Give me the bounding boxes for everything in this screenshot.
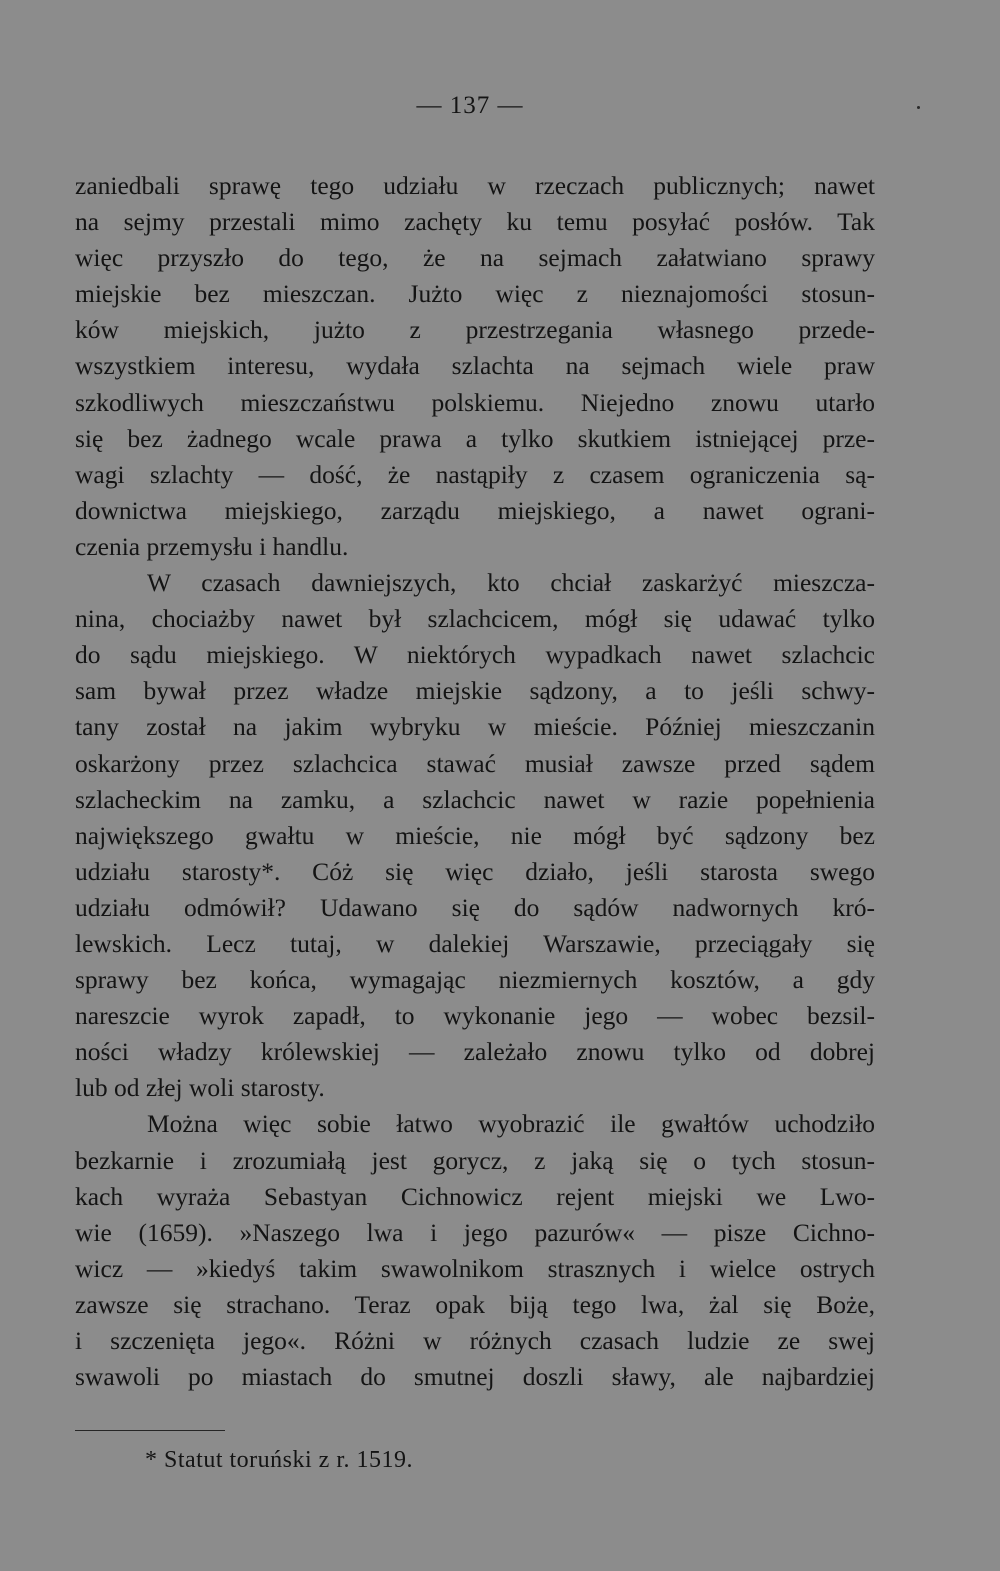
page-number: — 137 —: [416, 92, 524, 119]
text-line: kach wyraża Sebastyan Cichnowicz rejent miejski we Lwo-: [75, 1181, 875, 1211]
text-line: wagi szlachty — dość, że nastąpiły z czasem ograniczenia są-: [75, 459, 875, 489]
body-text: [75, 168, 875, 1395]
text-line: szkodliwych mieszczaństwu polskiemu. Niejedno znowu utarło: [75, 387, 875, 417]
text-line: lewskich. Lecz tutaj, w dalekiej Warszawie, przeciągały się: [75, 928, 875, 958]
text-line: bezkarnie i zrozumiałą jest gorycz, z jaką się o tych stosun-: [75, 1145, 875, 1175]
text-line: sam bywał przez władze miejskie sądzony, a to jeśli schwy-: [75, 676, 875, 706]
text-line: udziału starosty*. Cóż się więc działo, jeśli starosta swego: [75, 856, 875, 886]
text-line: tany został na jakim wybryku w mieście. Później mieszczanin: [75, 712, 875, 742]
text-line: na sejmy przestali mimo zachęty ku temu posyłać posłów. Tak: [75, 207, 875, 237]
text-line: miejskie bez mieszczan. Jużto więc z nieznajomości stosun-: [75, 279, 875, 309]
text-line: wie (1659). »Naszego lwa i jego pazurów« — pisze Cichno-: [75, 1217, 875, 1247]
text-line: downictwa miejskiego, zarządu miejskiego, a nawet ograni-: [75, 495, 875, 525]
text-line: wszystkiem interesu, wydała szlachta na sejmach wiele praw: [75, 351, 875, 381]
text-line: W czasach dawniejszych, kto chciał zaskarżyć mieszcza-: [147, 568, 875, 598]
text-line: lub od złej woli starosty.: [75, 1073, 325, 1103]
footnote: * Statut toruński z r. 1519.: [145, 1447, 413, 1473]
text-line: wicz — »kiedyś takim swawolnikom strasznych i wielce ostrych: [75, 1253, 875, 1283]
text-line: czenia przemysłu i handlu.: [75, 531, 349, 561]
text-line: udziału odmówił? Udawano się do sądów nadwornych kró-: [75, 892, 875, 922]
text-line: ności władzy królewskiej — zależało znowu tylko od dobrej: [75, 1037, 875, 1067]
text-line: i szczenięta jego«. Różni w różnych czasach ludzie ze swej: [75, 1326, 875, 1355]
text-line: się bez żadnego wcale prawa a tylko skutkiem istniejącej prze-: [75, 423, 875, 453]
text-line: nina, chociażby nawet był szlachcicem, mógł się udawać tylko: [75, 604, 875, 634]
text-line: nareszcie wyrok zapadł, to wykonanie jego — wobec bezsil-: [75, 1001, 875, 1031]
text-line: Można więc sobie łatwo wyobrazić ile gwałtów uchodziło: [147, 1109, 875, 1139]
text-line: do sądu miejskiego. W niektórych wypadkach nawet szlachcic: [75, 640, 875, 670]
text-line: oskarżony przez szlachcica stawać musiał zawsze przed sądem: [75, 748, 875, 778]
text-line: swawoli po miastach do smutnej doszli sławy, ale najbardziej: [75, 1362, 875, 1392]
text-line: sprawy bez końca, wymagając niezmiernych kosztów, a gdy: [75, 965, 875, 995]
text-line: szlacheckim na zamku, a szlachcic nawet w razie popełnienia: [75, 784, 875, 814]
text-line: więc przyszło do tego, że na sejmach załatwiano sprawy: [75, 243, 875, 273]
text-line: zaniedbali sprawę tego udziału w rzeczach publicznych; nawet: [75, 171, 875, 200]
text-line: największego gwałtu w mieście, nie mógł być sądzony bez: [75, 820, 875, 850]
paper-speck: [917, 106, 920, 109]
text-line: zawsze się strachano. Teraz opak biją tego lwa, żal się Boże,: [75, 1289, 875, 1319]
text-line: ków miejskich, jużto z przestrzegania własnego przede-: [75, 315, 875, 345]
footnote-rule: [75, 1430, 225, 1431]
